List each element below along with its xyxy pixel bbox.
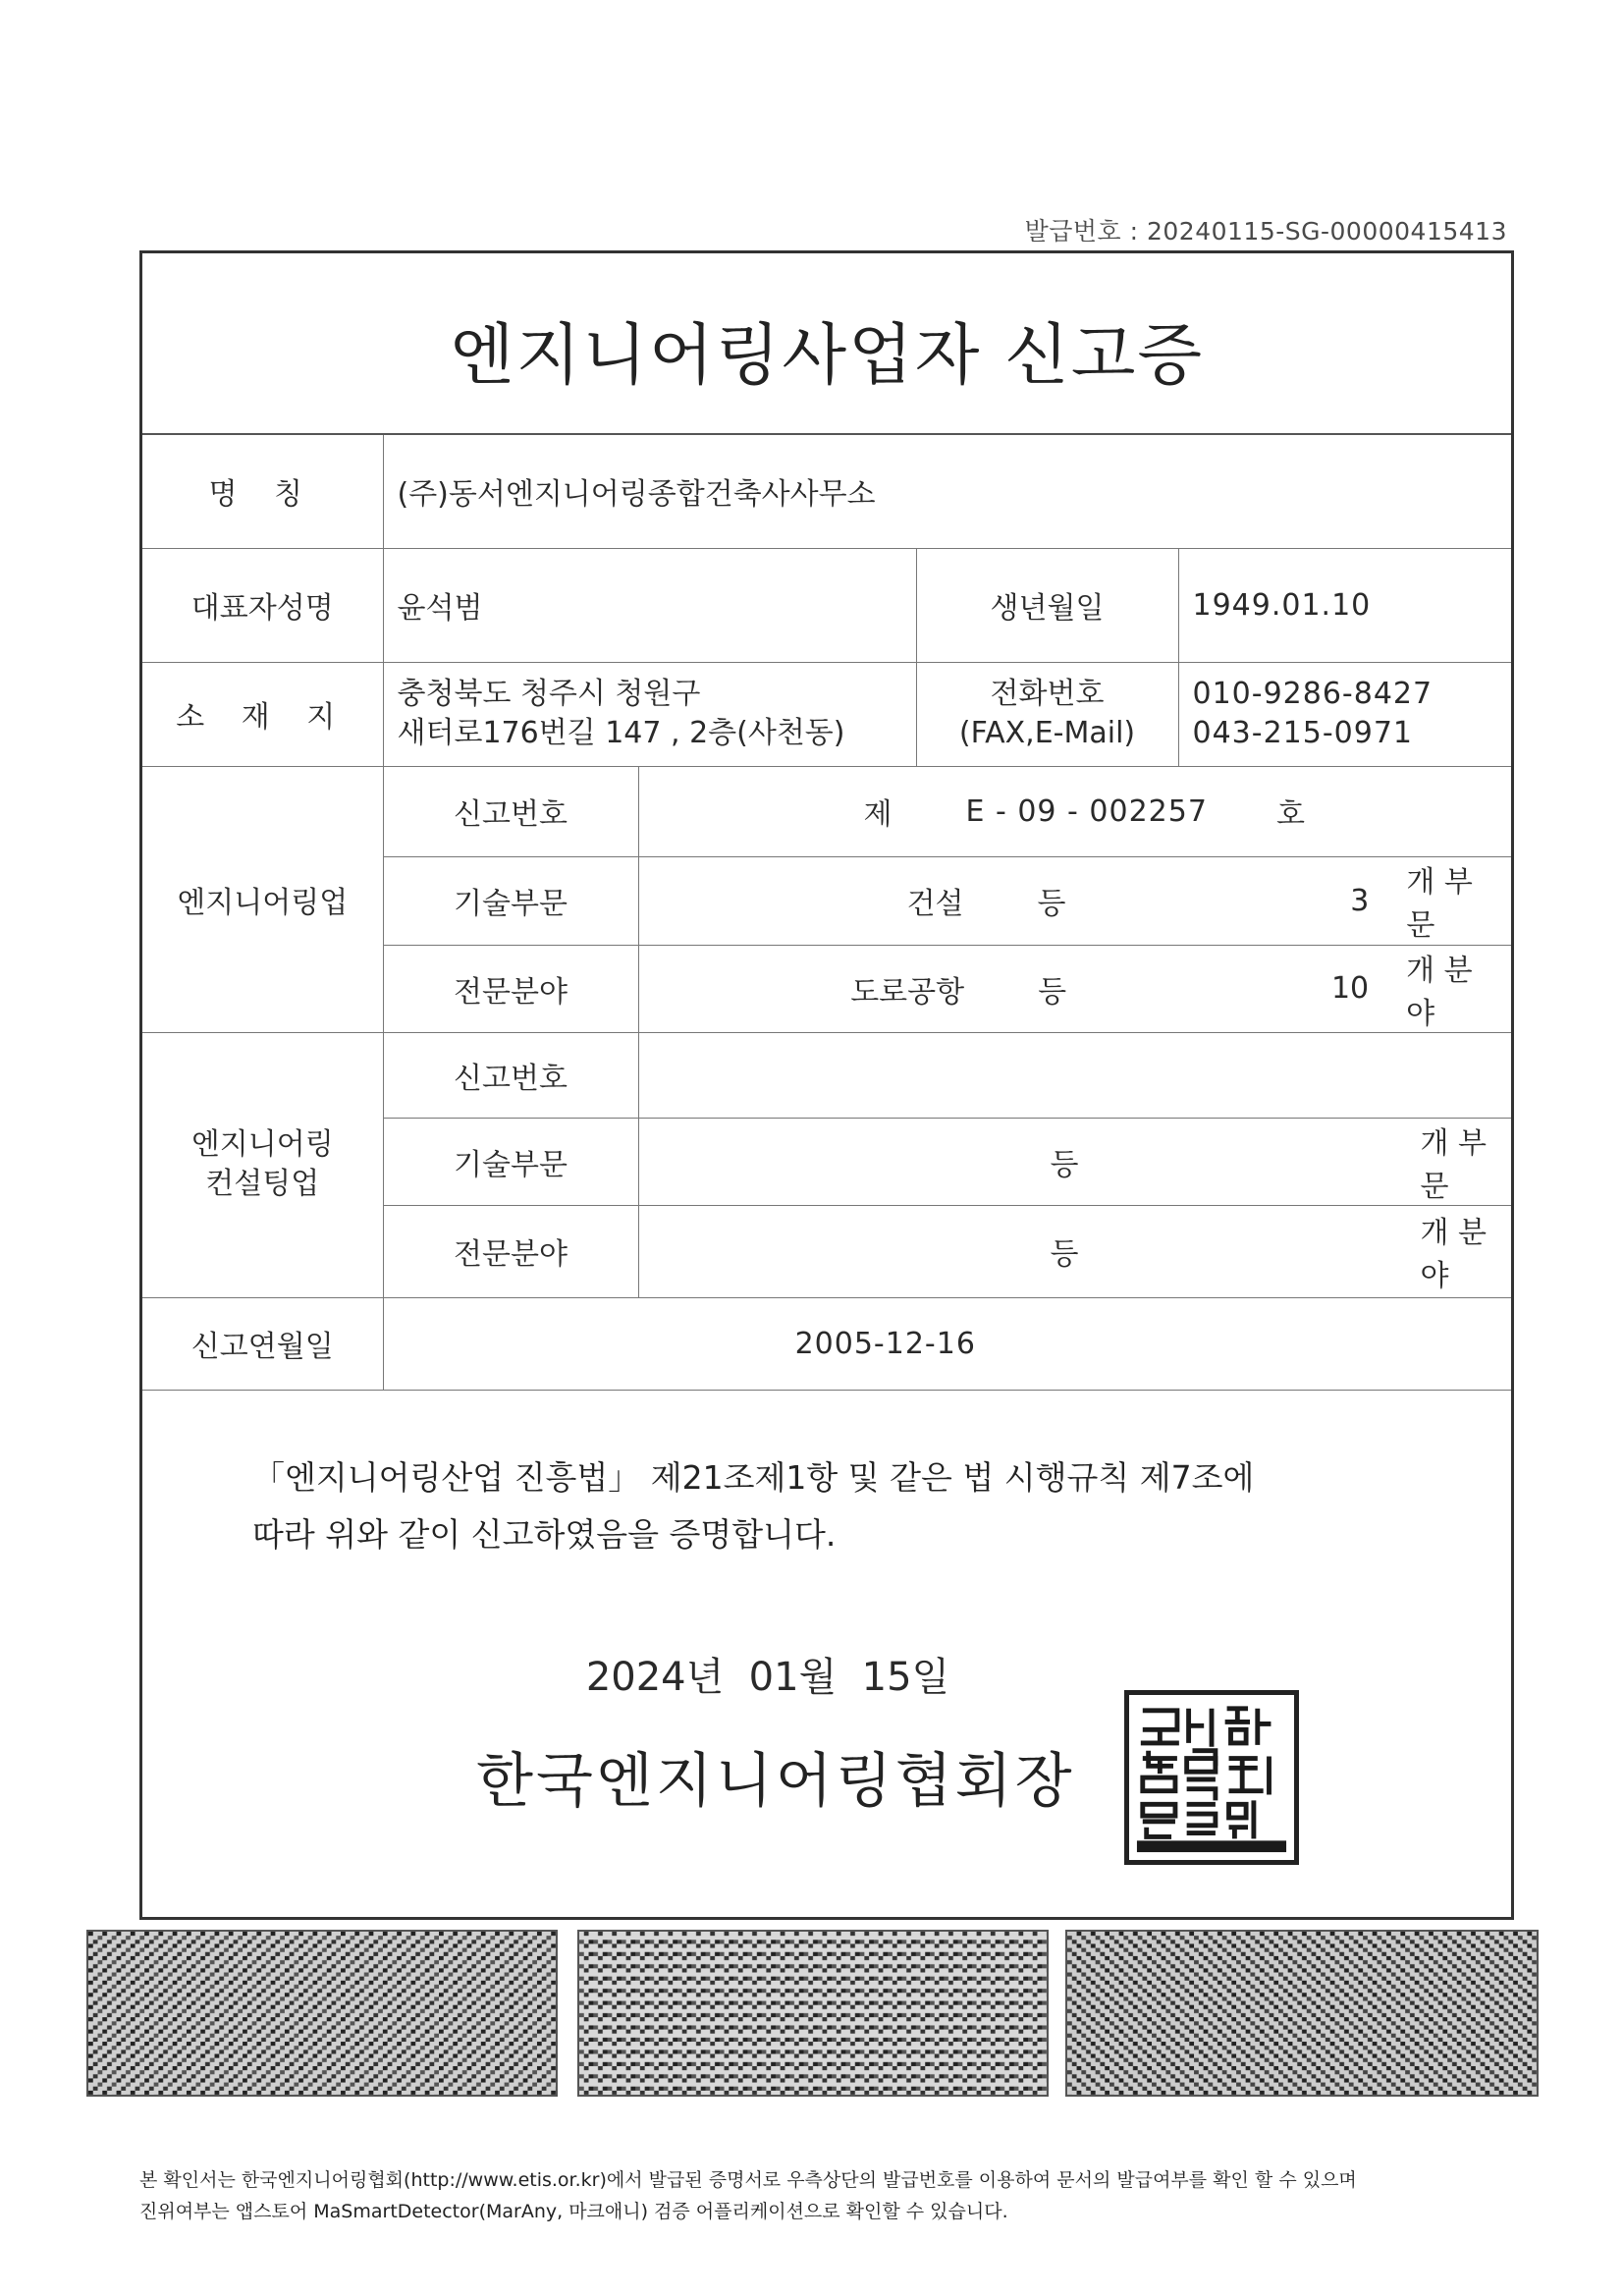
address (383, 662, 916, 766)
consult-spec-label: 전문분야 (383, 1205, 638, 1297)
name-label: 명 칭 (142, 434, 383, 548)
consult-spec-unit: 개 분야 (1420, 1216, 1487, 1293)
address-line-2: 새터로176번길 147 , 2층(사천동) (397, 716, 845, 750)
footer-line-2: 진위여부는 앱스토어 MaSmartDetector(MarAny, 마크애니) 검증 어플리케이션으로 확인할 수 있습니다. (139, 2201, 1008, 2222)
security-pattern-3 (1065, 1930, 1539, 2097)
consult-reg-value (638, 1032, 1511, 1118)
phone-number: 010-9286-8427 (1192, 677, 1434, 711)
row-report-date (142, 1297, 1511, 1390)
row-consult-registration (142, 1032, 1511, 1118)
consult-tech-cell (638, 1118, 1511, 1205)
eng-reg-label: 신고번호 (383, 766, 638, 856)
footer-line-1: 본 확인서는 한국엔지니어링협회(http://www.etis.or.kr)에서 발급된 증명서로 우측상단의 발급번호를 이용하여 문서의 발급여부를 확인 할 수 있으며 (139, 2169, 1357, 2191)
row-eng-registration (142, 766, 1511, 856)
consult-business-label (142, 1032, 383, 1297)
consult-label-line-2: 컨설팅업 (205, 1167, 320, 1201)
representative-value: 윤석범 (383, 548, 916, 662)
phone-label-line-1: 전화번호 (990, 677, 1105, 711)
consult-spec-cell (638, 1205, 1511, 1297)
official-seal (1124, 1690, 1299, 1865)
eng-spec-label: 전문분야 (383, 945, 638, 1032)
row-representative (142, 548, 1511, 662)
security-pattern-icon (88, 1932, 556, 2095)
eng-tech-value: 건설 (906, 887, 964, 921)
eng-tech-unit: 개 부문 (1406, 865, 1473, 943)
phone-label-line-2: (FAX,E-Mail) (958, 716, 1136, 750)
eng-spec-cell (638, 945, 1511, 1032)
consult-tech-unit: 개 부문 (1420, 1125, 1487, 1204)
certificate-title: 엔지니어링사업자 신고증 (449, 317, 1205, 395)
report-date-value: 2005-12-16 (383, 1297, 1511, 1390)
security-pattern-2 (577, 1930, 1049, 2097)
certificate-frame (139, 250, 1514, 1920)
address-line-1: 충청북도 청주시 청원구 (397, 677, 701, 711)
security-pattern-icon (1067, 1932, 1537, 2095)
eng-reg-suffix: 호 (1275, 797, 1305, 832)
eng-tech-cell (638, 856, 1511, 945)
security-pattern-icon (579, 1932, 1047, 2095)
seal-mark-icon (1135, 1701, 1288, 1854)
row-name (142, 434, 1511, 548)
info-table (142, 433, 1511, 1391)
row-location (142, 662, 1511, 766)
birth-value: 1949.01.10 (1178, 548, 1511, 662)
eng-tech-label: 기술부문 (383, 856, 638, 945)
eng-spec-value: 도로공항 (850, 974, 965, 1010)
eng-spec-etc: 등 (1038, 974, 1067, 1010)
representative-label: 대표자성명 (142, 548, 383, 662)
phone-values (1178, 662, 1511, 766)
eng-reg-prefix: 제 (863, 797, 893, 832)
name-value: (주)동서엔지니어링종합건축사사무소 (383, 434, 1511, 548)
issue-date: 2024년 01월 15일 (585, 1655, 950, 1700)
report-date-label: 신고연월일 (142, 1297, 383, 1390)
birth-label: 생년월일 (916, 548, 1178, 662)
eng-spec-unit: 개 분야 (1406, 953, 1473, 1031)
issue-number: 발급번호 : 20240115-SG-00000415413 (1024, 217, 1507, 246)
issuer-name: 한국엔지니어링협회장 (476, 1747, 1075, 1816)
fax-number: 043-215-0971 (1192, 716, 1414, 750)
eng-reg-number: E - 09 - 002257 (965, 793, 1208, 829)
consult-label-line-1: 엔지니어링 (190, 1127, 334, 1162)
consult-tech-label: 기술부문 (383, 1118, 638, 1205)
statement-line-1: 「엔지니어링산업 진흥법」 제21조제1항 및 같은 법 시행규칙 제7조에 (252, 1458, 1255, 1497)
consult-reg-label: 신고번호 (383, 1032, 638, 1118)
eng-business-label: 엔지니어링업 (142, 766, 383, 1032)
certification-statement (252, 1449, 1254, 1563)
consult-tech-etc: 등 (1050, 1147, 1079, 1182)
statement-line-2: 따라 위와 같이 신고하였음을 증명합니다. (252, 1515, 837, 1554)
eng-tech-etc: 등 (1037, 887, 1066, 921)
eng-tech-count: 3 (1350, 883, 1370, 918)
verification-notice (139, 2164, 1357, 2227)
location-label: 소 재 지 (142, 662, 383, 766)
eng-reg-cell (638, 766, 1511, 856)
eng-spec-count: 10 (1330, 971, 1370, 1006)
security-pattern-1 (86, 1930, 558, 2097)
phone-label (916, 662, 1178, 766)
consult-spec-etc: 등 (1050, 1237, 1079, 1272)
